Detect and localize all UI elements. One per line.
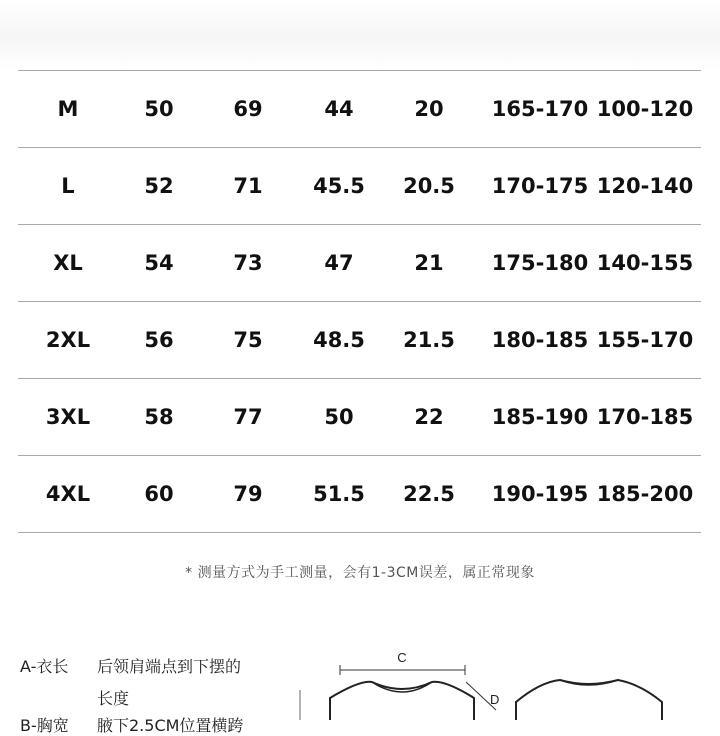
table-cell: 58 [144, 405, 174, 429]
table-row [18, 455, 701, 533]
size-cell: M [57, 97, 79, 121]
table-row [18, 147, 701, 224]
table-cell: 44 [324, 97, 354, 121]
table-cell: 22 [414, 405, 444, 429]
table-cell: 100-120 [596, 97, 694, 121]
table-cell: 180-185 [491, 328, 589, 352]
shoulder-width-indicator [340, 665, 465, 675]
table-cell: 140-155 [596, 251, 694, 275]
size-cell: 3XL [45, 405, 91, 429]
table-cell: 75 [233, 328, 263, 352]
size-table [18, 70, 701, 533]
table-cell: 20 [414, 97, 444, 121]
table-cell: 165-170 [491, 97, 589, 121]
table-cell: 170-175 [491, 174, 589, 198]
size-cell: XL [53, 251, 83, 275]
table-cell: 51.5 [313, 482, 365, 506]
tshirt-diagram [290, 640, 720, 720]
table-cell: 56 [144, 328, 174, 352]
table-cell: 60 [144, 482, 174, 506]
table-cell: 170-185 [596, 405, 694, 429]
table-cell: 50 [324, 405, 354, 429]
table-cell: 77 [233, 405, 263, 429]
legend-b-desc-line1: 腋下2.5CM位置横跨 [97, 716, 244, 735]
table-cell: 185-200 [596, 482, 694, 506]
table-cell: 71 [233, 174, 263, 198]
size-cell: L [61, 174, 75, 198]
table-cell: 48.5 [313, 328, 365, 352]
table-cell: 50 [144, 97, 174, 121]
tshirt-back-icon [516, 680, 662, 720]
table-cell: 52 [144, 174, 174, 198]
table-cell: 45.5 [313, 174, 365, 198]
table-row [18, 301, 701, 378]
table-cell: 69 [233, 97, 263, 121]
table-cell: 120-140 [596, 174, 694, 198]
table-cell: 79 [233, 482, 263, 506]
measurement-note: * 测量方式为手工测量，会有1-3CM误差，属正常现象 [185, 565, 535, 581]
legend-a-desc-line1: 后领肩端点到下摆的 [97, 657, 242, 676]
legend-b-label: B-胸宽 [20, 716, 69, 735]
table-cell: 175-180 [491, 251, 589, 275]
label-d: D [490, 692, 500, 707]
tshirt-front-icon [330, 682, 474, 720]
table-cell: 20.5 [403, 174, 455, 198]
table-cell: 190-195 [491, 482, 589, 506]
legend-a-desc-line2: 长度 [97, 689, 130, 708]
size-cell: 2XL [45, 328, 91, 352]
table-row [18, 378, 701, 455]
header-banner [0, 0, 720, 70]
size-cell: 4XL [45, 482, 91, 506]
legend-a-label: A-衣长 [20, 657, 69, 676]
table-cell: 47 [324, 251, 354, 275]
table-cell: 22.5 [403, 482, 455, 506]
label-c: C [397, 650, 407, 665]
table-cell: 155-170 [596, 328, 694, 352]
table-row [18, 224, 701, 301]
table-cell: 73 [233, 251, 263, 275]
table-cell: 185-190 [491, 405, 589, 429]
table-cell: 54 [144, 251, 174, 275]
table-cell: 21 [414, 251, 444, 275]
table-row [18, 70, 701, 147]
table-cell: 21.5 [403, 328, 455, 352]
